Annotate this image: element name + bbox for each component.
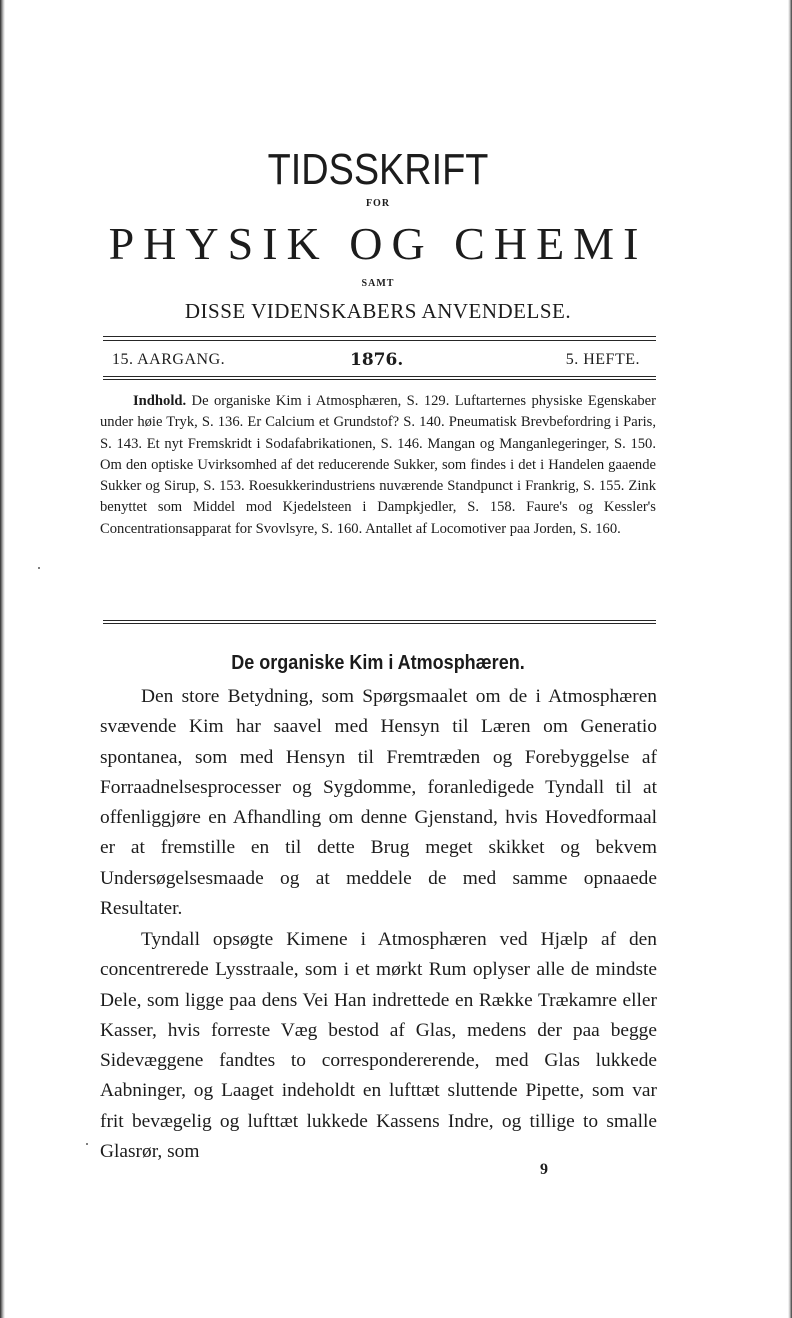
page-edge-left xyxy=(0,0,5,1318)
article-heading: De organiske Kim i Atmosphæren. xyxy=(231,652,525,674)
table-of-contents xyxy=(100,391,656,540)
ink-speck xyxy=(86,1143,88,1145)
issue-year: 1876. xyxy=(350,350,404,370)
article-paragraph: Den store Betydning, som Spørgsmaalet om de i Atmosphæren svævende Kim har saavel med Hensyn til Læren om Generatio spontanea, som med Hensyn til Fremtræden og Forebyggelse af Forraadnelsesprocesser og Sygdomme, foranledigede Tyndall til at offenliggjøre en Afhandling om denne Gjenstand, hvis Hovedformaal er at fremstille en til dette Brug meget skikket og bekvem Undersøgelsesmaade og at meddele de med samme opnaaede Resultater. xyxy=(100,686,657,920)
title-connector-for: FOR xyxy=(365,198,391,209)
contents-label: Indhold. xyxy=(133,393,187,409)
journal-subtitle-2: DISSE VIDENSKABERS ANVENDELSE. xyxy=(184,299,572,323)
journal-subtitle: PHYSIK OG CHEMI xyxy=(108,218,648,269)
title-connector-samt: SAMT xyxy=(361,278,395,289)
rule-divider xyxy=(103,623,656,624)
ink-speck xyxy=(38,567,40,569)
rule-divider xyxy=(103,336,656,337)
rule-divider xyxy=(103,379,656,380)
journal-title: TIDSSKRIFT xyxy=(267,145,489,194)
rule-divider xyxy=(103,620,656,621)
issue-number: 5. HEFTE. xyxy=(565,351,640,368)
article-paragraph: Tyndall opsøgte Kimene i Atmosphæren ved Hjælp af den concentrerede Lysstraale, som i et mørkt Rum oplyser alle de mindste Dele, som ligge paa dens Vei Han indrettede en Række Trækamre eller Kasser, hvis forreste Væg bestod af Glas, medens der paa begge Sidevæggene fandtes to correspondererende, med Glas lukkede Aabninger, og Laaget indeholdt en lufttæt sluttende Pipette, som var frit bevægelig og lufttæt lukkede Kassens Indre, og tillige to smalle Glasrør, som xyxy=(100,929,657,1163)
issue-volume: 15. AARGANG. xyxy=(112,351,226,368)
contents-text: De organiske Kim i Atmosphæren, S. 129. Luftarternes physiske Egenskaber under høie Tryk, S. 136. Er Calcium et Grundstof? S. 140. Pneumatisk Brevbefordring i Paris, S. 143. Et nyt Fremskridt i Sodafabrikationen, S. 146. Mangan og Manganlegeringer, S. 150. Om den optiske Uvirksomhed af det reducerende Sukker, som findes i det i Handelen gaaende Sukker og Sirup, S. 153. Roesukkerindustriens nuværende Standpunct i Frankrig, S. 155. Zink benyttet som Middel mod Kjedelsteen i Dampkjedler, S. 158. Faure's og Kessler's Concentrationsapparat for Svovlsyre, S. 160. Antallet af Locomotiver paa Jorden, S. 160. xyxy=(100,393,656,537)
page-edge-right xyxy=(788,0,792,1318)
issue-line xyxy=(112,349,640,371)
rule-divider xyxy=(103,376,656,377)
rule-divider xyxy=(103,340,656,341)
page-number: 9 xyxy=(540,1161,548,1178)
